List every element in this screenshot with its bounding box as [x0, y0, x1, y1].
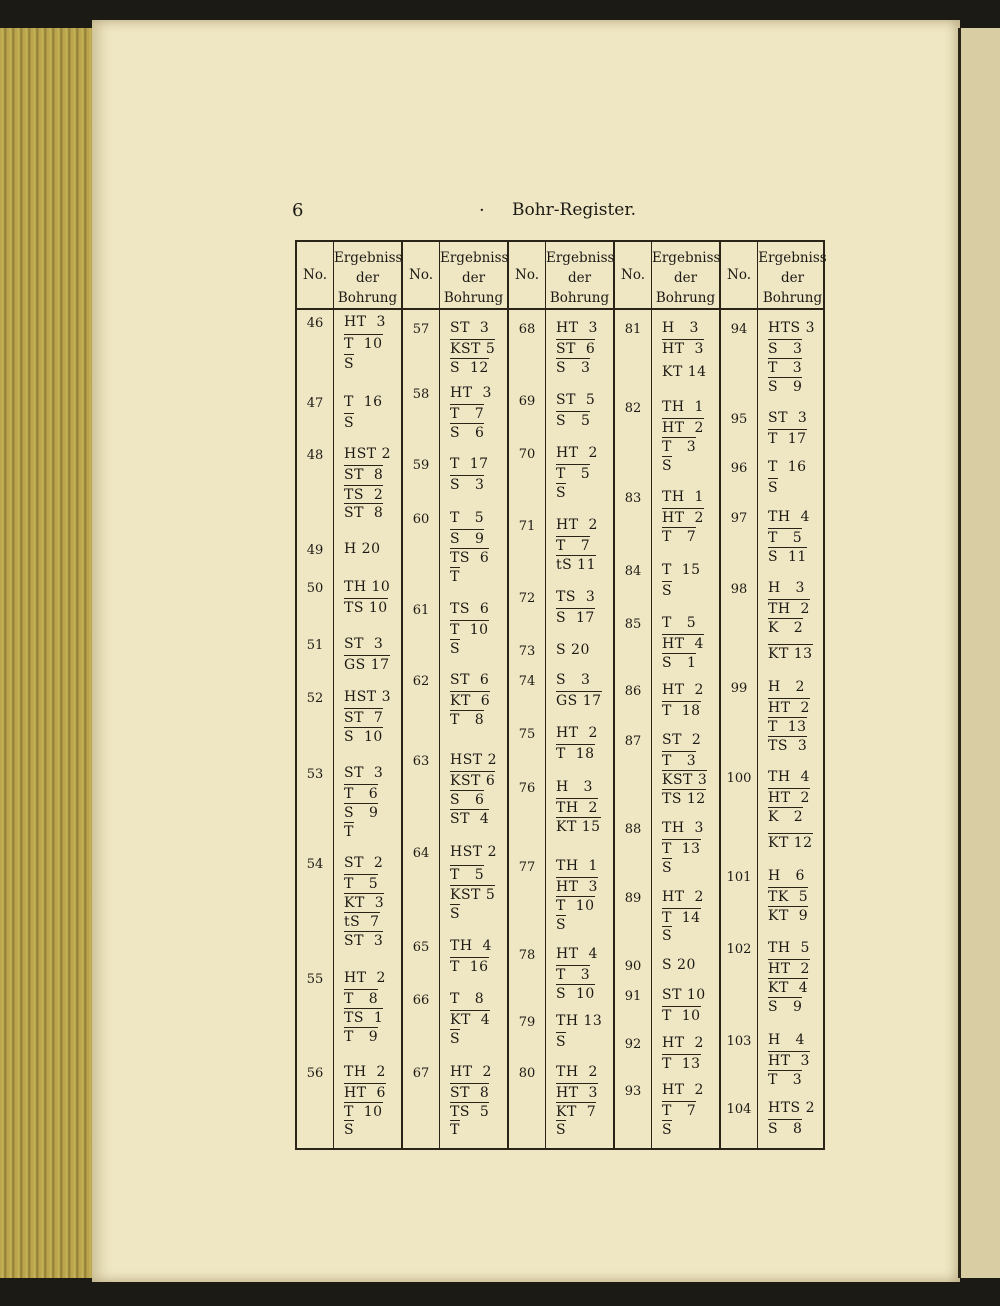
ergebniss-column — [546, 242, 615, 1148]
boring-number: 90 — [624, 959, 642, 974]
boring-result-line: T — [450, 1122, 460, 1138]
boring-result-line: TH 2 — [768, 601, 810, 617]
boring-number: 46 — [306, 316, 324, 331]
boring-result-line: ST 2 — [344, 855, 384, 871]
ergebniss-column — [440, 242, 509, 1148]
boring-number: 102 — [726, 942, 752, 957]
boring-result-line: HT 3 — [450, 385, 492, 401]
boring-result-line: ST 5 — [556, 392, 596, 408]
boring-result-line: S 3 — [450, 477, 485, 493]
boring-number: 66 — [412, 993, 430, 1008]
boring-result-line: TK 5 — [768, 889, 809, 905]
boring-result-line: KT 13 — [768, 646, 813, 662]
boring-result-line: HTS 3 — [768, 320, 815, 336]
boring-number: 65 — [412, 940, 430, 955]
boring-result-line: T 13 — [768, 719, 807, 735]
boring-result-line: S — [662, 583, 673, 599]
boring-result-line: T 10 — [450, 622, 489, 638]
boring-result-line: HST 2 — [450, 752, 497, 768]
boring-result-line: HT 2 — [768, 790, 810, 806]
boring-result-line: T 16 — [344, 394, 383, 410]
boring-result-line: KST 3 — [662, 772, 708, 788]
boring-number: 82 — [624, 401, 642, 416]
boring-result-line: TH 13 — [556, 1013, 603, 1029]
boring-result-line: HST 3 — [344, 689, 391, 705]
boring-result-line: KT 4 — [768, 980, 809, 996]
boring-number: 69 — [518, 394, 536, 409]
bohr-register-table — [295, 240, 825, 1150]
boring-number: 94 — [730, 322, 748, 337]
header-ergebniss-word: Ergebniss — [546, 250, 615, 266]
boring-result-line: T — [344, 824, 354, 840]
boring-result-line: HT 2 — [662, 1035, 704, 1051]
boring-result-line: TH 2 — [556, 800, 598, 816]
boring-result-line: H 3 — [768, 580, 805, 596]
boring-result-line: S 10 — [344, 729, 383, 745]
boring-number: 91 — [624, 989, 642, 1004]
boring-result-line: HT 2 — [556, 445, 598, 461]
boring-number: 67 — [412, 1066, 430, 1081]
boring-number: 89 — [624, 891, 642, 906]
boring-result-line: TH 2 — [556, 1064, 598, 1080]
boring-result-line: H 3 — [662, 320, 699, 336]
boring-result-line: HST 2 — [344, 446, 391, 462]
boring-result-line: TS 5 — [450, 1104, 490, 1120]
boring-result-line: S 12 — [450, 360, 489, 376]
ergebniss-column — [652, 242, 721, 1148]
boring-result-line: TS 2 — [344, 487, 384, 503]
boring-result-line: H 4 — [768, 1032, 805, 1048]
boring-result-line: ST 8 — [344, 467, 384, 483]
boring-result-line: S 6 — [450, 792, 485, 808]
header-ergebniss-word: Bohrung — [337, 290, 398, 306]
header-ergebniss-word: Ergebniss — [440, 250, 509, 266]
header-dot: · — [479, 200, 485, 221]
boring-result-line: T 10 — [556, 898, 595, 914]
boring-result-line: T 6 — [344, 786, 379, 802]
boring-number: 76 — [518, 781, 536, 796]
boring-result-line: HT 2 — [662, 1082, 704, 1098]
boring-result-line: T 7 — [556, 538, 591, 554]
boring-number: 51 — [306, 638, 324, 653]
boring-result-line: HT 2 — [662, 510, 704, 526]
header-ergebniss-word: der — [567, 270, 592, 286]
boring-number: 54 — [306, 857, 324, 872]
boring-number: 62 — [412, 674, 430, 689]
boring-number: 79 — [518, 1015, 536, 1030]
header-ergebniss-word: der — [461, 270, 486, 286]
boring-result-line: KT 4 — [450, 1012, 491, 1028]
boring-number: 93 — [624, 1084, 642, 1099]
boring-result-line: K 2 — [768, 620, 804, 636]
boring-result-line: S — [450, 906, 461, 922]
boring-result-line: T 10 — [662, 1008, 701, 1024]
boring-result-line: S — [556, 1122, 567, 1138]
boring-number: 83 — [624, 491, 642, 506]
boring-result-line: TH 4 — [450, 938, 492, 954]
boring-result-line: S 20 — [556, 642, 590, 658]
boring-result-line: S — [450, 641, 461, 657]
boring-number: 48 — [306, 448, 324, 463]
no-column — [297, 242, 334, 1148]
header-no: No. — [409, 267, 433, 283]
boring-result-line: S — [662, 860, 673, 876]
boring-number: 63 — [412, 754, 430, 769]
boring-result-line: K 2 — [768, 809, 804, 825]
boring-result-line: ST 3 — [344, 765, 384, 781]
boring-result-line: S 9 — [450, 531, 485, 547]
boring-result-line: S — [768, 480, 779, 496]
boring-result-line: S — [450, 1031, 461, 1047]
running-head: Bohr-Register. — [512, 200, 637, 220]
boring-number: 100 — [726, 771, 752, 786]
boring-result-line: ST 10 — [662, 987, 706, 1003]
boring-number: 99 — [730, 681, 748, 696]
boring-result-line: TH 4 — [768, 769, 810, 785]
no-column — [403, 242, 440, 1148]
boring-result-line: HT 2 — [768, 700, 810, 716]
boring-result-line: S 9 — [344, 805, 379, 821]
boring-result-line: HST 2 — [450, 844, 497, 860]
boring-number: 84 — [624, 564, 642, 579]
boring-result-line: T 17 — [768, 431, 807, 447]
boring-result-line: HT 3 — [662, 341, 704, 357]
boring-result-line: HT 4 — [556, 946, 598, 962]
boring-result-line: T — [450, 569, 460, 585]
boring-result-line: TS 3 — [768, 738, 808, 754]
boring-result-line: KT 15 — [556, 819, 601, 835]
boring-result-line: TS 6 — [450, 550, 490, 566]
boring-result-line: S 3 — [556, 360, 591, 376]
boring-result-line: KT 12 — [768, 835, 813, 851]
boring-result-line: HT 3 — [768, 1053, 810, 1069]
boring-result-line: S — [344, 415, 355, 431]
header-ergebniss — [334, 242, 401, 308]
boring-number: 98 — [730, 582, 748, 597]
boring-result-line: S 9 — [768, 379, 803, 395]
boring-result-line: T 8 — [344, 991, 379, 1007]
boring-result-line: HT 3 — [344, 314, 386, 330]
boring-result-line: T 3 — [768, 1072, 803, 1088]
boring-result-line: ST 6 — [450, 672, 490, 688]
boring-result-line: T 14 — [662, 910, 701, 926]
no-column — [509, 242, 546, 1148]
boring-number: 68 — [518, 322, 536, 337]
boring-result-line: T 15 — [662, 562, 701, 578]
boring-result-line: H 2 — [768, 679, 805, 695]
boring-number: 47 — [306, 396, 324, 411]
header-ergebniss-word: Ergebniss — [758, 250, 827, 266]
boring-result-line: H 3 — [556, 779, 593, 795]
boring-result-line: TH 5 — [768, 940, 810, 956]
boring-result-line: T 5 — [450, 510, 485, 526]
boring-result-line: HT 2 — [556, 517, 598, 533]
header-ergebniss-word: der — [780, 270, 805, 286]
boring-result-line: T 5 — [450, 867, 485, 883]
boring-result-line: HT 3 — [556, 1085, 598, 1101]
boring-number: 81 — [624, 322, 642, 337]
facing-page-edge — [958, 28, 1000, 1278]
boring-number: 50 — [306, 581, 324, 596]
boring-result-line: TH 10 — [344, 579, 391, 595]
boring-result-line: T 5 — [344, 876, 379, 892]
boring-result-line: S 1 — [662, 655, 697, 671]
boring-result-line: S 9 — [768, 999, 803, 1015]
boring-result-line: GS 17 — [556, 693, 602, 709]
header-ergebniss-word: der — [355, 270, 380, 286]
boring-result-line: tS 11 — [556, 557, 596, 573]
boring-result-line: ST 7 — [344, 710, 384, 726]
header-ergebniss-word: Bohrung — [655, 290, 716, 306]
boring-number: 88 — [624, 822, 642, 837]
boring-result-line: TH 1 — [556, 858, 598, 874]
page-edges — [0, 28, 100, 1278]
boring-result-line: T 10 — [344, 1104, 383, 1120]
header-ergebniss-word: Ergebniss — [652, 250, 721, 266]
boring-result-line: T 9 — [344, 1029, 379, 1045]
boring-number: 96 — [730, 461, 748, 476]
boring-number: 59 — [412, 458, 430, 473]
header-ergebniss-word: Bohrung — [762, 290, 823, 306]
boring-result-line: S 6 — [450, 425, 485, 441]
boring-number: 49 — [306, 543, 324, 558]
boring-number: 75 — [518, 727, 536, 742]
boring-result-line: KT 3 — [344, 895, 385, 911]
boring-result-line: S 10 — [556, 986, 595, 1002]
boring-number: 92 — [624, 1037, 642, 1052]
header-no: No. — [303, 267, 327, 283]
boring-result-line: T 16 — [450, 959, 489, 975]
boring-number: 53 — [306, 767, 324, 782]
boring-result-line: T 16 — [768, 459, 807, 475]
boring-result-line: ST 3 — [768, 410, 808, 426]
boring-result-line: KST 5 — [450, 341, 496, 357]
boring-result-line: S 20 — [662, 957, 696, 973]
boring-number: 103 — [726, 1034, 752, 1049]
boring-result-line: T 17 — [450, 456, 489, 472]
boring-number: 70 — [518, 447, 536, 462]
boring-result-line: T 8 — [450, 712, 485, 728]
boring-result-line: TS 12 — [662, 791, 706, 807]
header-ergebniss — [546, 242, 613, 308]
boring-result-line: S — [662, 928, 673, 944]
boring-result-line: HT 2 — [662, 420, 704, 436]
header-ergebniss — [652, 242, 719, 308]
boring-result-line: T 3 — [662, 439, 697, 455]
boring-result-line: T 13 — [662, 841, 701, 857]
boring-result-line: ST 4 — [450, 811, 490, 827]
boring-result-line: S — [556, 917, 567, 933]
boring-result-line: T 5 — [556, 466, 591, 482]
boring-result-line: S — [662, 458, 673, 474]
boring-result-line: HT 3 — [556, 320, 598, 336]
boring-result-line: T 3 — [768, 360, 803, 376]
boring-result-line: ST 6 — [556, 341, 596, 357]
boring-result-line: KT 9 — [768, 908, 809, 924]
boring-result-line: ST 8 — [344, 505, 384, 521]
boring-result-line: TS 10 — [344, 600, 388, 616]
boring-result-line: S 17 — [556, 610, 595, 626]
boring-result-line: T 18 — [556, 746, 595, 762]
boring-result-line: T 13 — [662, 1056, 701, 1072]
boring-result-line: tS 7 — [344, 914, 380, 930]
boring-result-line: S — [344, 356, 355, 372]
boring-result-line: HT 2 — [450, 1064, 492, 1080]
boring-number: 55 — [306, 972, 324, 987]
header-no: No. — [727, 267, 751, 283]
header-ergebniss-word: der — [673, 270, 698, 286]
boring-result-line: TH 1 — [662, 399, 704, 415]
boring-number: 77 — [518, 860, 536, 875]
page-number: 6 — [292, 200, 304, 221]
boring-result-line: KT 6 — [450, 693, 491, 709]
boring-result-line: T 5 — [662, 615, 697, 631]
boring-number: 73 — [518, 644, 536, 659]
header-ergebniss — [758, 242, 827, 308]
boring-number: 86 — [624, 684, 642, 699]
boring-result-line: HT 2 — [662, 682, 704, 698]
boring-number: 87 — [624, 734, 642, 749]
boring-result-line: ST 8 — [450, 1085, 490, 1101]
boring-result-line: T 8 — [450, 991, 485, 1007]
ergebniss-column — [758, 242, 827, 1148]
boring-number: 58 — [412, 387, 430, 402]
boring-result-line: HT 2 — [344, 970, 386, 986]
boring-number: 97 — [730, 511, 748, 526]
boring-result-line: S — [662, 1122, 673, 1138]
boring-number: 64 — [412, 846, 430, 861]
boring-number: 72 — [518, 591, 536, 606]
boring-result-line: KST 5 — [450, 887, 496, 903]
boring-result-line: ST 3 — [344, 933, 384, 949]
header-ergebniss-word: Ergebniss — [334, 250, 403, 266]
boring-result-line: T 7 — [450, 406, 485, 422]
boring-result-line: H 6 — [768, 868, 805, 884]
boring-number: 71 — [518, 519, 536, 534]
boring-result-line: T 3 — [662, 753, 697, 769]
boring-result-line: T 3 — [556, 967, 591, 983]
boring-result-line: T 5 — [768, 530, 803, 546]
boring-result-line: ST 2 — [662, 732, 702, 748]
boring-result-line: TH 4 — [768, 509, 810, 525]
boring-result-line: TH 3 — [662, 820, 704, 836]
boring-result-line: TS 1 — [344, 1010, 384, 1026]
boring-result-line: T 7 — [662, 529, 697, 545]
boring-result-line: ST 3 — [344, 636, 384, 652]
header-no: No. — [621, 267, 645, 283]
boring-result-line: HT 3 — [556, 879, 598, 895]
boring-number: 57 — [412, 322, 430, 337]
boring-result-line: S 8 — [768, 1121, 803, 1137]
no-column — [721, 242, 758, 1148]
boring-number: 60 — [412, 512, 430, 527]
boring-result-line: HT 2 — [662, 889, 704, 905]
boring-result-line: TS 6 — [450, 601, 490, 617]
boring-result-line: H 20 — [344, 541, 381, 557]
boring-result-line: HT 4 — [662, 636, 704, 652]
boring-result-line: KST 6 — [450, 773, 496, 789]
boring-result-line: T 18 — [662, 703, 701, 719]
boring-number: 80 — [518, 1066, 536, 1081]
boring-result-line: S 3 — [768, 341, 803, 357]
boring-result-line: KT 7 — [556, 1104, 597, 1120]
boring-number: 61 — [412, 603, 430, 618]
boring-number: 101 — [726, 870, 752, 885]
header-ergebniss-word: Bohrung — [443, 290, 504, 306]
boring-result-line: HTS 2 — [768, 1100, 815, 1116]
header-ergebniss-word: Bohrung — [549, 290, 610, 306]
boring-result-line: S 5 — [556, 413, 591, 429]
boring-result-line: S 3 — [556, 672, 591, 688]
boring-result-line: S — [556, 1034, 567, 1050]
boring-number: 78 — [518, 948, 536, 963]
boring-result-line: TH 2 — [344, 1064, 386, 1080]
header-no: No. — [515, 267, 539, 283]
ergebniss-column — [334, 242, 403, 1148]
boring-result-line: HT 2 — [556, 725, 598, 741]
boring-result-line: T 10 — [344, 336, 383, 352]
boring-result-line: TH 1 — [662, 489, 704, 505]
header-ergebniss — [440, 242, 507, 308]
boring-number: 52 — [306, 691, 324, 706]
boring-result-line: T 7 — [662, 1103, 697, 1119]
no-column — [615, 242, 652, 1148]
boring-result-line: GS 17 — [344, 657, 390, 673]
boring-number: 95 — [730, 412, 748, 427]
boring-number: 104 — [726, 1102, 752, 1117]
boring-result-line: ST 3 — [450, 320, 490, 336]
boring-result-line: HT 2 — [768, 961, 810, 977]
boring-number: 85 — [624, 617, 642, 632]
boring-result-line: S — [556, 485, 567, 501]
boring-result-line: KT 14 — [662, 364, 707, 380]
boring-number: 74 — [518, 674, 536, 689]
boring-result-line: TS 3 — [556, 589, 596, 605]
boring-result-line: HT 6 — [344, 1085, 386, 1101]
boring-number: 56 — [306, 1066, 324, 1081]
boring-result-line: S 11 — [768, 549, 807, 565]
boring-result-line: S — [344, 1122, 355, 1138]
